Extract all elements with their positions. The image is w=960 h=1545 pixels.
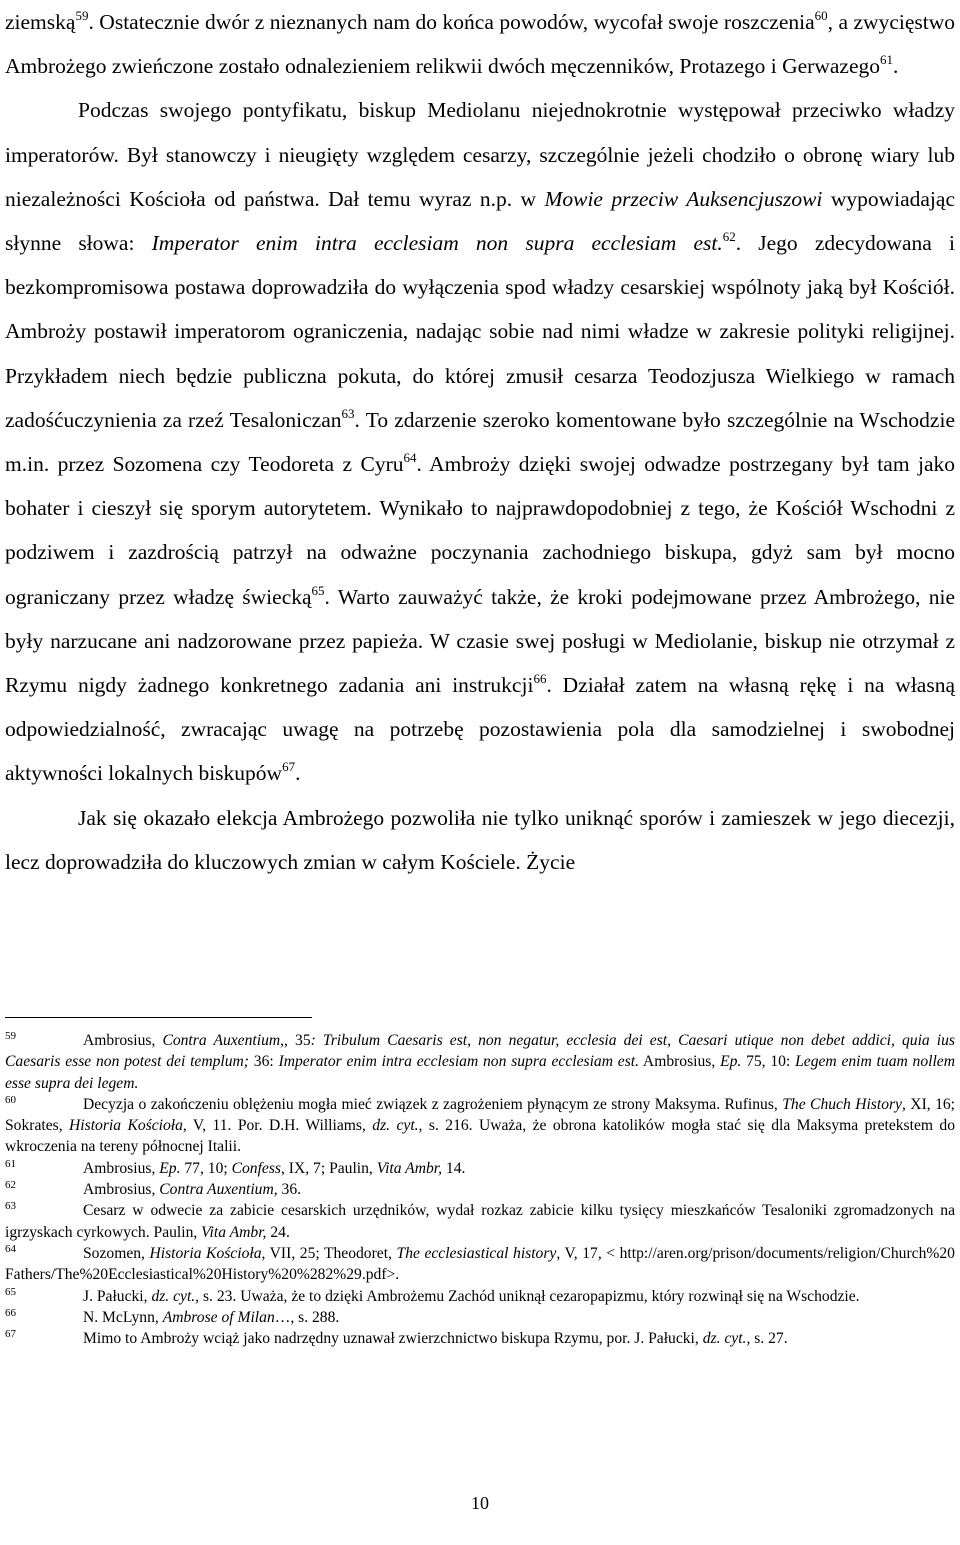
text-run: .: [295, 761, 301, 786]
text-run: Cesarz w odwecie za zabicie cesarskich urzędników, wydał rozkaz zabicie kilku tysięcy mieszkańców Tesaloniki zgromadzonych na igrzyskach cyrkowych. Paulin,: [5, 1202, 955, 1241]
page-number: 10: [471, 1493, 489, 1513]
footnote-ref-67[interactable]: 67: [282, 759, 296, 775]
url-link[interactable]: , V, 17, < http://aren.org/prison/documents/religion/Church%20Fathers/The%20Ecclesiastical%20History%20%282%29.pdf>.: [5, 1244, 955, 1284]
footnote-59: 59 Ambrosius, Contra Auxentium,, 35: Tribulum Caesaris est, non negatur, ecclesia dei est, Caesari utique non debet addici, quia ius Caesaris esse non potest dei templum; 36: Imperator enim intra ecclesiam non supra ecclesiam est. Ambrosius, Ep. 75, 10: Legem enim tuam nollem esse supra dei legem.: [5, 1030, 955, 1092]
text-run: . Ambroży dzięki swojej odwadze postrzegany był tam jako bohater i cieszył się sporym autorytetem. Wynikało to najprawdopodobniej z tego, że Kościół Wschodni z podziwem i zazdrością patrzył na odważne poczynania zachodniego biskupa, gdyż sam był mocno ograniczany przez władzę świecką: [5, 452, 955, 609]
footnote-61: 61 Ambrosius, Ep. 77, 10; Confess, IX, 7; Paulin, Vita Ambr, 14.: [5, 1157, 466, 1177]
work-title: Confess: [231, 1159, 281, 1177]
text-run: ziemską: [5, 10, 76, 34]
text-run: s. 216. Uważa, że obrona katolików mogła stać się dla Maksyma pretekstem do wkroczenia na tereny północnej Italii.: [5, 1117, 956, 1156]
footnote-ref-64[interactable]: 64: [403, 450, 417, 466]
footnote-ref-66[interactable]: 66: [533, 671, 547, 687]
work-title: Historia Kościoła: [69, 1117, 183, 1135]
text-run: . To zdarzenie szeroko komentowane było szczególnie na Wschodzie m.in. przez Sozomena czy Teodoreta z Cyru: [5, 407, 955, 477]
text-run: , VII, 25; Theodoret,: [261, 1244, 397, 1262]
work-title: Contra Auxentium: [159, 1181, 274, 1199]
footnotes: [5, 1030, 955, 1349]
footnote-separator: [5, 1017, 312, 1018]
work-title: The ecclesiastical history: [396, 1244, 557, 1262]
text-run: J. Pałucki,: [83, 1287, 152, 1305]
text-run: Ambrosius,: [83, 1181, 160, 1199]
text-run: 75, 10:: [741, 1053, 796, 1071]
text-run: Ambrosius,: [83, 1159, 160, 1177]
text-run: . Jego zdecydowana i bezkompromisowa postawa doprowadziła do wyłączenia spod władzy cesarskiej wspólnoty jaką był Kościół. Ambroży postawił imperatorom ograniczenia, nadając sobie nad nimi władze w zakresie polityki religijnej. Przykładem niech będzie publiczna pokuta, do której zmusił cesarza Teodozjusza Wielkiego w ramach zadośćuczynienia za rzeź Tesaloniczan: [5, 231, 956, 432]
text-run: 36:: [248, 1053, 279, 1071]
text-run: Decyzja o zakończeniu oblężeniu mogła mieć związek z zagrożeniem płynącym ze strony Maksyma. Rufinus,: [83, 1095, 783, 1113]
text-run: , V, 11. Por. D.H. Williams,: [182, 1117, 373, 1135]
latin-quote: : Tribulum Caesaris est, non negatur, ecclesia dei est, Caesari utique non debet addici, quia ius Caesaris esse non potest dei templum;: [5, 1032, 955, 1071]
latin-quote: Imperator enim intra ecclesiam non supra ecclesiam est.: [278, 1053, 639, 1071]
text-run: Mimo to Ambroży wciąż jako nadrzędny uznawał zwierzchnictwo biskupa Rzymu, por. J. Pałucki,: [83, 1330, 703, 1348]
text-run: , XI, 16; Sokrates,: [5, 1095, 956, 1135]
footnote-ref-61[interactable]: 61: [879, 52, 893, 68]
footnote-ref-65[interactable]: 65: [311, 582, 325, 598]
work-title: Ambrose of Milan: [162, 1308, 275, 1326]
text-run: . Warto zauważyć także, że kroki podejmowane przez Ambrożego, nie były narzucane ani nadzorowane przez papieża. W czasie swej posługi w Mediolanie, biskup nie otrzymał z Rzymu nigdy żadnego konkretnego zadania ani instrukcji: [5, 584, 956, 698]
text-run: s. 23. Uważa, że to dzięki Ambrożemu Zachód uniknął cezaropapizmu, który rozwinął się na Wschodzie.: [199, 1287, 860, 1305]
text-run: N. McLynn,: [83, 1308, 163, 1326]
footnote-67: 67 Mimo to Ambroży wciąż jako nadrzędny uznawał zwierzchnictwo biskupa Rzymu, por. J. Pałucki, dz. cyt., s. 27.: [5, 1328, 788, 1348]
text-run: 24.: [266, 1223, 290, 1241]
page: [5, 0, 955, 884]
footnote-62: 62 Ambrosius, Contra Auxentium, 36.: [5, 1179, 302, 1199]
paragraph-1: [5, 0, 955, 88]
text-run: Ambrosius,: [639, 1053, 721, 1071]
text-run: s. 27.: [750, 1330, 788, 1348]
text-run: . Działał zatem na własną rękę i na własną odpowiedzialność, zwracając uwagę na potrzebę pozostawienia pola dla samodzielnej i swobodnej aktywności lokalnych biskupów: [5, 673, 956, 786]
work-title: Vita Ambr,: [201, 1223, 267, 1241]
footnote-ref-63[interactable]: 63: [341, 405, 355, 421]
footnote-ref-59[interactable]: 59: [75, 8, 89, 23]
footnote-63: 63 Cesarz w odwecie za zabicie cesarskich urzędników, wydał rozkaz zabicie kilku tysięcy mieszkańców Tesaloniki zgromadzonych na igrzyskach cyrkowych. Paulin, Vita Ambr, 24.: [5, 1200, 955, 1241]
citation-abbrev: dz. cyt.,: [372, 1117, 423, 1135]
work-title: Vita Ambr,: [376, 1159, 443, 1177]
paragraph-3: Jak się okazało elekcja Ambrożego pozwoliła nie tylko uniknąć sporów i zamieszek w jego diecezji, lecz doprowadziła do kluczowych zmian w całym Kościele. Życie: [5, 805, 955, 874]
work-title: Ep.: [159, 1159, 181, 1177]
work-title: Historia Kościoła: [149, 1244, 262, 1262]
text-run: . Ostatecznie dwór z nieznanych nam do końca powodów, wycofał swoje roszczenia: [88, 10, 815, 34]
citation-abbrev: dz. cyt.,: [702, 1330, 751, 1348]
footnote-64: 64 Sozomen, Historia Kościoła, VII, 25; Theodoret, The ecclesiastical history, V, 17, < http://aren.org/prison/documents/religion/Church%20Fathers/The%20Ecclesiastical%20History%20%282%29.pdf>.: [5, 1242, 955, 1284]
footnote-65: 65 J. Pałucki, dz. cyt., s. 23. Uważa, że to dzięki Ambrożemu Zachód uniknął cezaropapizmu, który rozwinął się na Wschodzie.: [5, 1285, 860, 1305]
main-text: [5, 0, 955, 884]
footnote-66: 66 N. McLynn, Ambrose of Milan…, s. 288.: [5, 1306, 340, 1326]
latin-quote: Legem enim tuam nollem esse supra dei legem.: [5, 1053, 955, 1092]
text-run: Sozomen,: [83, 1244, 150, 1262]
text-run: wypowiadając słynne słowa:: [5, 186, 955, 256]
text-run: 14.: [442, 1159, 466, 1177]
text-run: …, s. 288.: [274, 1308, 340, 1326]
text-run: , a zwycięstwo Ambrożego zwieńczone zostało odnalezieniem relikwii dwóch męczenników, Protazego i Gerwazego: [5, 10, 955, 79]
work-title: The Chuch History: [782, 1095, 902, 1113]
text-run: ,, 35: [280, 1032, 311, 1049]
footnote-ref-62[interactable]: 62: [722, 229, 736, 245]
footnote-60: 60 Decyzja o zakończeniu oblężeniu mogła mieć związek z zagrożeniem płynącym ze strony Maksyma. Rufinus, The Chuch History, XI, 16; Sokrates, Historia Kościoła, V, 11. Por. D.H. Williams, dz. cyt., s. 216. Uważa, że obrona katolików mogła stać się dla Maksyma pretekstem do wkroczenia na tereny północnej Italii.: [5, 1093, 956, 1156]
text-run: 77, 10;: [180, 1159, 232, 1177]
text-run: .: [892, 54, 899, 79]
work-title: Ep.: [720, 1053, 742, 1071]
citation-abbrev: dz. cyt.,: [151, 1287, 200, 1305]
work-title: Mowie przeciw Auksencjuszowi: [544, 186, 823, 211]
latin-quote: Imperator enim intra ecclesiam non supra ecclesiam est.: [151, 231, 723, 256]
text-run: Ambrosius,: [83, 1032, 163, 1049]
text-run: , 36.: [273, 1181, 302, 1199]
text-run: Podczas swojego pontyfikatu, biskup Mediolanu niejednokrotnie występował przeciwko władzy imperatorów. Był stanowczy i nieugięty względem cesarzy, szczególnie jeżeli chodziło o obronę wiary lub niezależności Kościoła od państwa. Dał temu wyraz n.p. w: [5, 98, 955, 211]
work-title: Contra Auxentium: [162, 1032, 281, 1049]
footnote-ref-60[interactable]: 60: [814, 8, 828, 23]
text-run: , IX, 7; Paulin,: [281, 1159, 377, 1177]
paragraph-2: [5, 88, 955, 795]
